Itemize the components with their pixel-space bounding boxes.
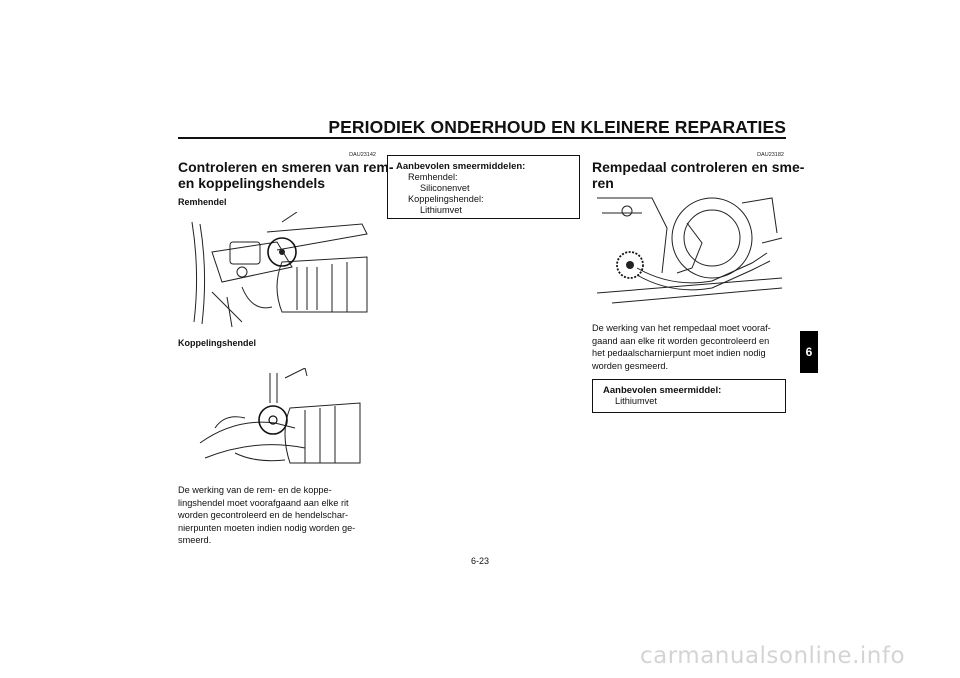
page-header-title: PERIODIEK ONDERHOUD EN KLEINERE REPARATIES (328, 117, 786, 137)
subheading-koppelingshendel: Koppelingshendel (178, 338, 257, 348)
clutch-lever-illustration (195, 368, 365, 468)
subheading-remhendel: Remhendel (178, 197, 227, 207)
section-heading-right-line1: Rempedaal controleren en sme- (592, 159, 805, 175)
section-code-right: DAU23182 (757, 152, 784, 158)
recommended-lubricant-box (592, 379, 786, 413)
section-heading-right-line2: ren (592, 175, 614, 191)
lubricant-koppeling-label: Koppelingshendel: (408, 194, 484, 204)
header-rule (178, 137, 786, 139)
section-code: DAU23142 (349, 152, 376, 158)
section-heading-line2: en koppelingshendels (178, 175, 326, 191)
lubricants-box-title: Aanbevolen smeermiddelen: (396, 161, 526, 172)
chapter-tab: 6 (800, 331, 818, 373)
right-paragraph: De werking van het rempedaal moet vooraf- gaand aan elke rit worden gecontroleerd en het pedaalscharnierpunt moet indien nodig worden gesmeerd. (592, 323, 771, 371)
brake-pedal-illustration (592, 193, 786, 313)
brake-lever-illustration (182, 212, 372, 330)
recommended-lubricants-box (387, 155, 580, 219)
lubricant-remhendel-label: Remhendel: (408, 172, 458, 182)
section-heading-line1: Controleren en smeren van rem- (178, 159, 394, 175)
lubricant-box-title: Aanbevolen smeermiddel: (603, 385, 722, 396)
lubricant-box-value: Lithiumvet (615, 396, 657, 406)
lubricant-koppeling-value: Lithiumvet (420, 205, 462, 215)
page-number: 6-23 (470, 556, 489, 566)
lubricant-remhendel-value: Siliconenvet (420, 183, 470, 193)
watermark-text: carmanualsonline.info (640, 643, 906, 669)
left-paragraph: De werking van de rem- en de koppe- lingshendel moet voorafgaand aan elke rit worden gecontroleerd en de hendelschar- nierpunten moeten indien nodig worden ge- smeerd. (178, 485, 356, 546)
